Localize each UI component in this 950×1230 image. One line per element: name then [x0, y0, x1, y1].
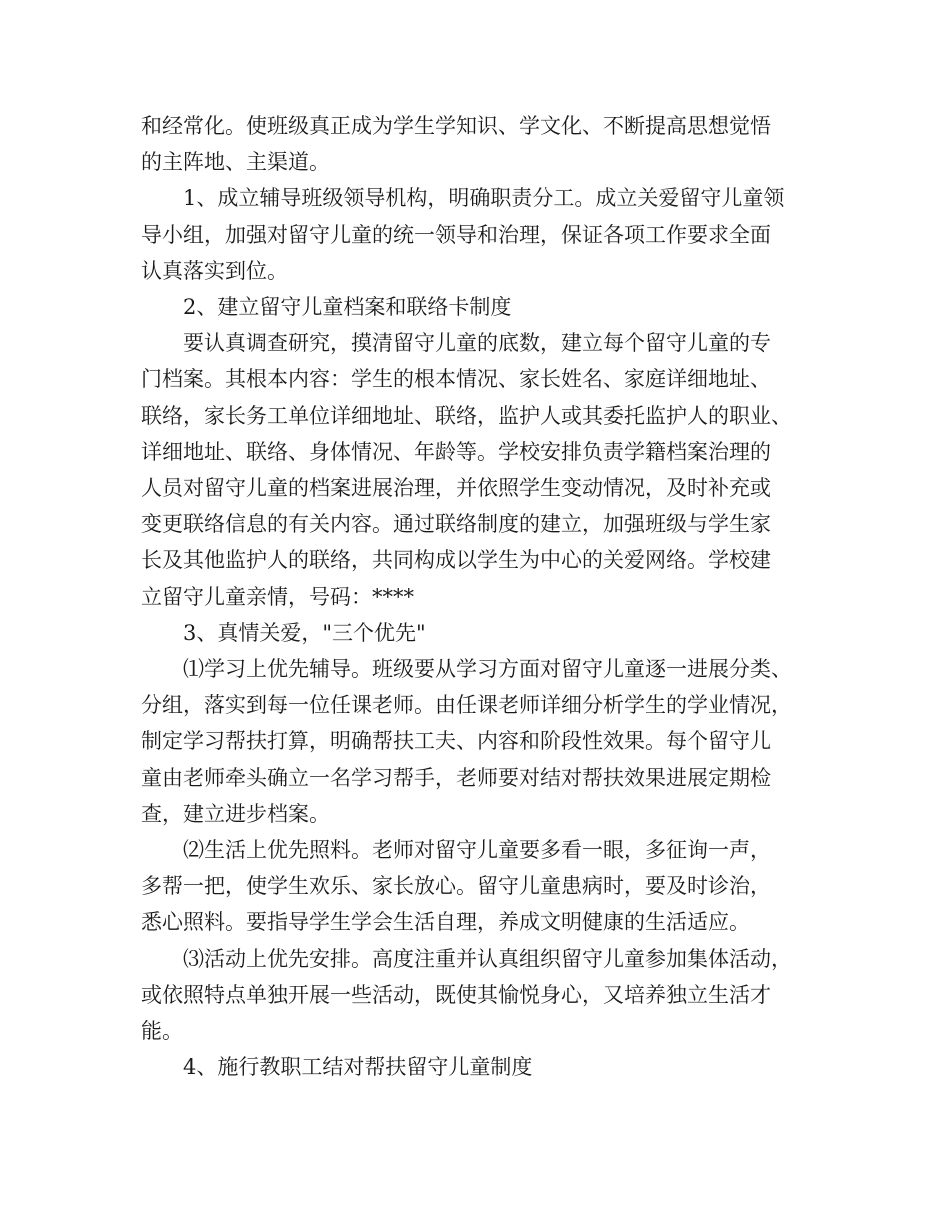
text-line: ⑵生活上优先照料。老师对留守儿童要多看一眼，多征询一声， [183, 838, 771, 863]
paragraph-item-2-heading [141, 289, 831, 325]
text-line: 要认真调查研究，摸清留守儿童的底数，建立每个留守儿童的专 [183, 331, 771, 356]
text-line: 的主阵地、主渠道。 [141, 150, 330, 175]
text-line: 分组，落实到每一位任课老师。由任课老师详细分析学生的学业情况， [141, 693, 792, 718]
paragraph-item-1 [141, 180, 831, 289]
text-line: 立留守儿童亲情，号码：**** [141, 584, 414, 609]
text-line: 变更联络信息的有关内容。通过联络制度的建立，加强班级与学生家 [141, 512, 771, 537]
text-line: 或依照特点单独开展一些活动，既使其愉悦身心，又培养独立生活才 [141, 982, 771, 1007]
paragraph-continuation [141, 108, 831, 180]
text-line: 导小组，加强对留守儿童的统一领导和治理，保证各项工作要求全面 [141, 222, 771, 247]
paragraph-archive-details [141, 325, 831, 615]
text-line: 4、施行教职工结对帮扶留守儿童制度 [183, 1055, 533, 1080]
text-line: 和经常化。使班级真正成为学生学知识、学文化、不断提高思想觉悟 [141, 114, 771, 138]
document-body [141, 108, 831, 1085]
text-line: 3、真情关爱，"三个优先" [183, 620, 426, 645]
text-line: 悉心照料。要指导学生学会生活自理，养成文明健康的生活适应。 [141, 910, 750, 935]
text-line: 1、成立辅导班级领导机构，明确职责分工。成立关爱留守儿童领 [183, 186, 785, 211]
paragraph-activity-priority [141, 941, 831, 1050]
text-line: 联络，家长务工单位详细地址、联络，监护人或其委托监护人的职业、 [141, 403, 792, 428]
text-line: ⑶活动上优先安排。高度注重并认真组织留守儿童参加集体活动， [183, 946, 792, 971]
paragraph-item-4-heading [141, 1049, 831, 1085]
text-line: 多帮一把，使学生欢乐、家长放心。留守儿童患病时，要及时诊治， [141, 874, 771, 899]
text-line: 门档案。其根本内容：学生的根本情况、家长姓名、家庭详细地址、 [141, 367, 771, 392]
paragraph-study-priority [141, 651, 831, 832]
text-line: 长及其他监护人的联络，共同构成以学生为中心的关爱网络。学校建 [141, 548, 771, 573]
paragraph-item-3-heading [141, 615, 831, 651]
text-line: 查，建立进步档案。 [141, 801, 330, 826]
text-line: 制定学习帮扶打算，明确帮扶工夫、内容和阶段性效果。每个留守儿 [141, 729, 771, 754]
text-line: ⑴学习上优先辅导。班级要从学习方面对留守儿童逐一进展分类、 [183, 657, 792, 682]
text-line: 能。 [141, 1019, 183, 1044]
text-line: 详细地址、联络、身体情况、年龄等。学校安排负责学籍档案治理的 [141, 439, 771, 464]
text-line: 童由老师牵头确立一名学习帮手，老师要对结对帮扶效果进展定期检 [141, 765, 771, 790]
paragraph-life-priority [141, 832, 831, 941]
text-line: 认真落实到位。 [141, 258, 288, 283]
text-line: 人员对留守儿童的档案进展治理，并依照学生变动情况，及时补充或 [141, 476, 771, 501]
text-line: 2、建立留守儿童档案和联络卡制度 [183, 295, 512, 320]
